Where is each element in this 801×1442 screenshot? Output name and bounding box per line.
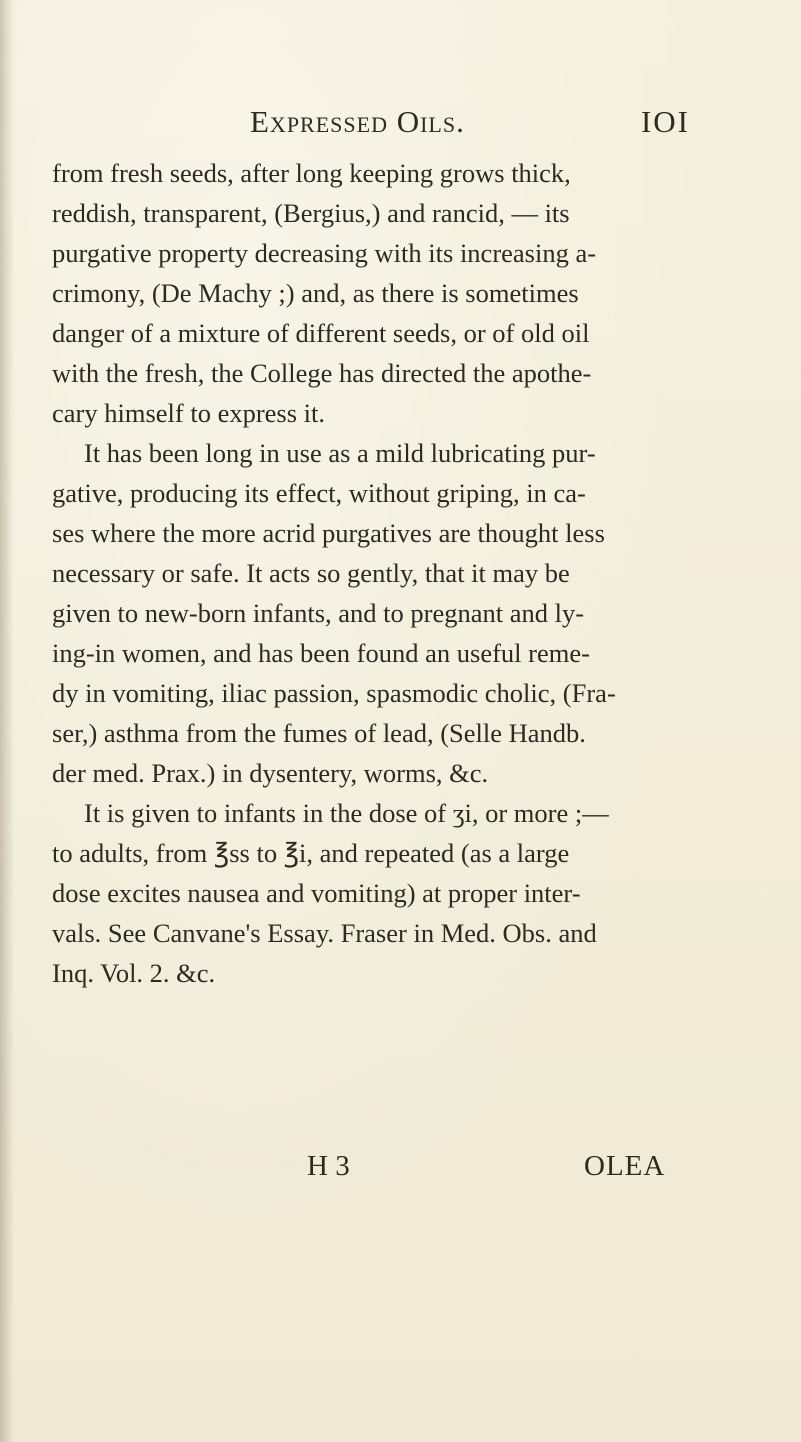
- text-line: necessary or safe. It acts so gently, that it may be: [52, 558, 570, 588]
- text-line: dy in vomiting, iliac passion, spasmodic cholic, (Fra-: [52, 678, 616, 708]
- page-number: IOI: [640, 104, 690, 139]
- text-line: reddish, transparent, (Bergius,) and rancid, — its: [52, 198, 570, 228]
- signature-mark: H 3: [307, 1150, 350, 1182]
- text-line: to adults, from ℥ss to ℥i, and repeated (as a large: [52, 838, 570, 868]
- running-title: Expressed Oils.: [250, 104, 465, 139]
- text-line: der med. Prax.) in dysentery, worms, &c.: [52, 758, 489, 788]
- text-line: danger of a mixture of different seeds, or of old oil: [52, 318, 590, 348]
- text-line: cary himself to express it.: [52, 398, 326, 428]
- text-line: with the fresh, the College has directed the apothe-: [52, 358, 592, 388]
- text-line: purgative property decreasing with its increasing a-: [52, 238, 597, 268]
- text-line: ing-in women, and has been found an useful reme-: [52, 638, 590, 668]
- text-line: from fresh seeds, after long keeping grows thick,: [52, 158, 571, 188]
- text-line: Inq. Vol. 2. &c.: [52, 958, 216, 988]
- binding-gutter-shadow: [0, 0, 14, 1442]
- body-text: [52, 153, 732, 993]
- text-line: ser,) asthma from the fumes of lead, (Selle Handb.: [52, 718, 586, 748]
- text-line: dose excites nausea and vomiting) at proper inter-: [52, 878, 581, 908]
- paragraph-start-line: It has been long in use as a mild lubricating pur-: [84, 438, 596, 468]
- text-line: given to new-born infants, and to pregnant and ly-: [52, 598, 585, 628]
- paragraph-start-line: It is given to infants in the dose of ʒi, or more ;—: [84, 798, 609, 828]
- catchword: OLEA: [584, 1150, 666, 1182]
- text-line: crimony, (De Machy ;) and, as there is sometimes: [52, 278, 579, 308]
- running-head: [250, 104, 690, 148]
- text-line: ses where the more acrid purgatives are thought less: [52, 518, 605, 548]
- page-foot: [0, 1150, 801, 1194]
- text-line: vals. See Canvane's Essay. Fraser in Med. Obs. and: [52, 918, 597, 948]
- text-line: gative, producing its effect, without griping, in ca-: [52, 478, 586, 508]
